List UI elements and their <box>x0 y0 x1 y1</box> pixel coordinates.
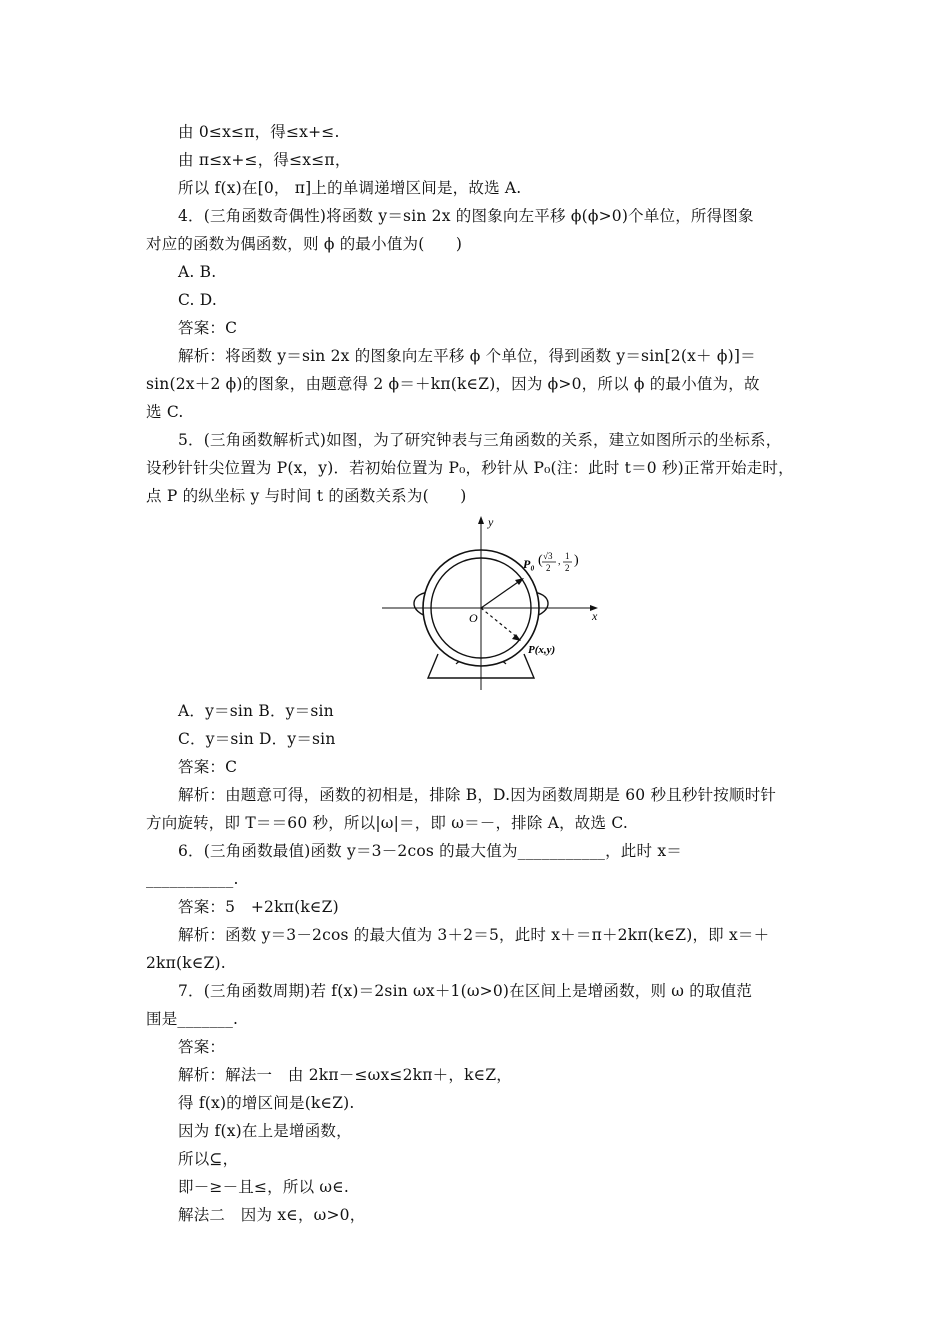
p0-coord-y: 1 <box>565 551 570 561</box>
text-line: 设秒针针尖位置为 P(x，y)．若初始位置为 P₀，秒针从 P₀(注：此时 t＝0 秒)正常开始走时， <box>146 459 794 477</box>
x-axis-label: x <box>592 609 598 623</box>
svg-text:,: , <box>558 556 561 567</box>
svg-text:(: ( <box>538 553 543 568</box>
text-line: 方向旋转，即 T＝＝60 秒，所以|ω|＝，即 ω＝－，排除 A，故选 C. <box>146 814 628 832</box>
p0-coord-den-2: 2 <box>565 563 570 573</box>
text-line: 即－≥－且≤，所以 ω∈. <box>178 1178 350 1196</box>
text-line: 点 P 的纵坐标 y 与时间 t 的函数关系为( ) <box>146 487 467 505</box>
text-line: 因为 f(x)在上是增函数， <box>178 1122 352 1140</box>
option-line: A. B. <box>178 263 217 281</box>
option-line: C. D. <box>178 291 217 309</box>
text-line: sin(2x＋2 ϕ)的图象，由题意得 2 ϕ＝＋kπ(k∈Z)，因为 ϕ>0，所以 ϕ 的最小值为，故 <box>146 375 760 393</box>
clock-coordinate-figure <box>380 514 602 690</box>
question-4: 4．(三角函数奇偶性)将函数 y＝sin 2x 的图象向左平移 ϕ(ϕ>0)个单位，所得图象 <box>178 207 754 225</box>
p0-coord-x: √3 <box>543 551 553 561</box>
question-7: 7．(三角函数周期)若 f(x)＝2sin ωx＋1(ω>0)在区间上是增函数，则 ω 的取值范 <box>178 982 753 1000</box>
text-line: 2kπ(k∈Z). <box>146 954 226 972</box>
analysis-line: 解析：解法一 由 2kπ－≤ωx≤2kπ＋，k∈Z， <box>178 1066 513 1084</box>
analysis-line: 解析：函数 y＝3－2cos 的最大值为 3＋2＝5，此时 x＋＝π＋2kπ(k∈Z)，即 x＝＋ <box>178 926 770 944</box>
option-line: C．y＝sin D．y＝sin <box>178 730 336 748</box>
answer-line: 答案：5 +2kπ(k∈Z) <box>178 898 339 916</box>
text-line: 选 C. <box>146 403 184 421</box>
y-axis-label: y <box>488 515 494 529</box>
text-line: 所以 f(x)在[0， π]上的单调递增区间是，故选 A. <box>178 179 522 197</box>
p0-label: P₀ <box>523 557 535 571</box>
text-line: ___________. <box>146 870 239 888</box>
question-6: 6．(三角函数最值)函数 y＝3－2cos 的最大值为___________，此时 x＝ <box>178 842 682 860</box>
y-axis-arrow <box>478 516 484 524</box>
analysis-line: 解析：将函数 y＝sin 2x 的图象向左平移 ϕ 个单位，得到函数 y＝sin[2(x＋ ϕ)]＝ <box>178 347 756 365</box>
text-line: 对应的函数为偶函数，则 ϕ 的最小值为( ) <box>146 235 463 253</box>
answer-line: 答案： <box>178 1038 226 1056</box>
p0-coord-den: 2 <box>546 563 551 573</box>
origin-label: O <box>469 611 478 625</box>
text-line: 所以⊆， <box>178 1150 239 1168</box>
question-5: 5．(三角函数解析式)如图，为了研究钟表与三角函数的关系，建立如图所示的坐标系， <box>178 431 782 449</box>
answer-line: 答案：C <box>178 319 238 337</box>
text-line: 由 0≤x≤π，得≤x+≤. <box>178 123 340 141</box>
option-line: A．y＝sin B．y＝sin <box>178 702 334 720</box>
text-line: 围是_______. <box>146 1010 239 1028</box>
p-label: P(x,y) <box>528 644 556 656</box>
answer-line: 答案：C <box>178 758 238 776</box>
text-line: 解法二 因为 x∈，ω>0， <box>178 1206 366 1224</box>
svg-text:): ) <box>574 553 579 568</box>
analysis-line: 解析：由题意可得，函数的初相是，排除 B，D.因为函数周期是 60 秒且秒针按顺时针 <box>178 786 777 804</box>
text-line: 得 f(x)的增区间是(k∈Z). <box>178 1094 355 1112</box>
text-line: 由 π≤x+≤，得≤x≤π， <box>178 151 351 169</box>
